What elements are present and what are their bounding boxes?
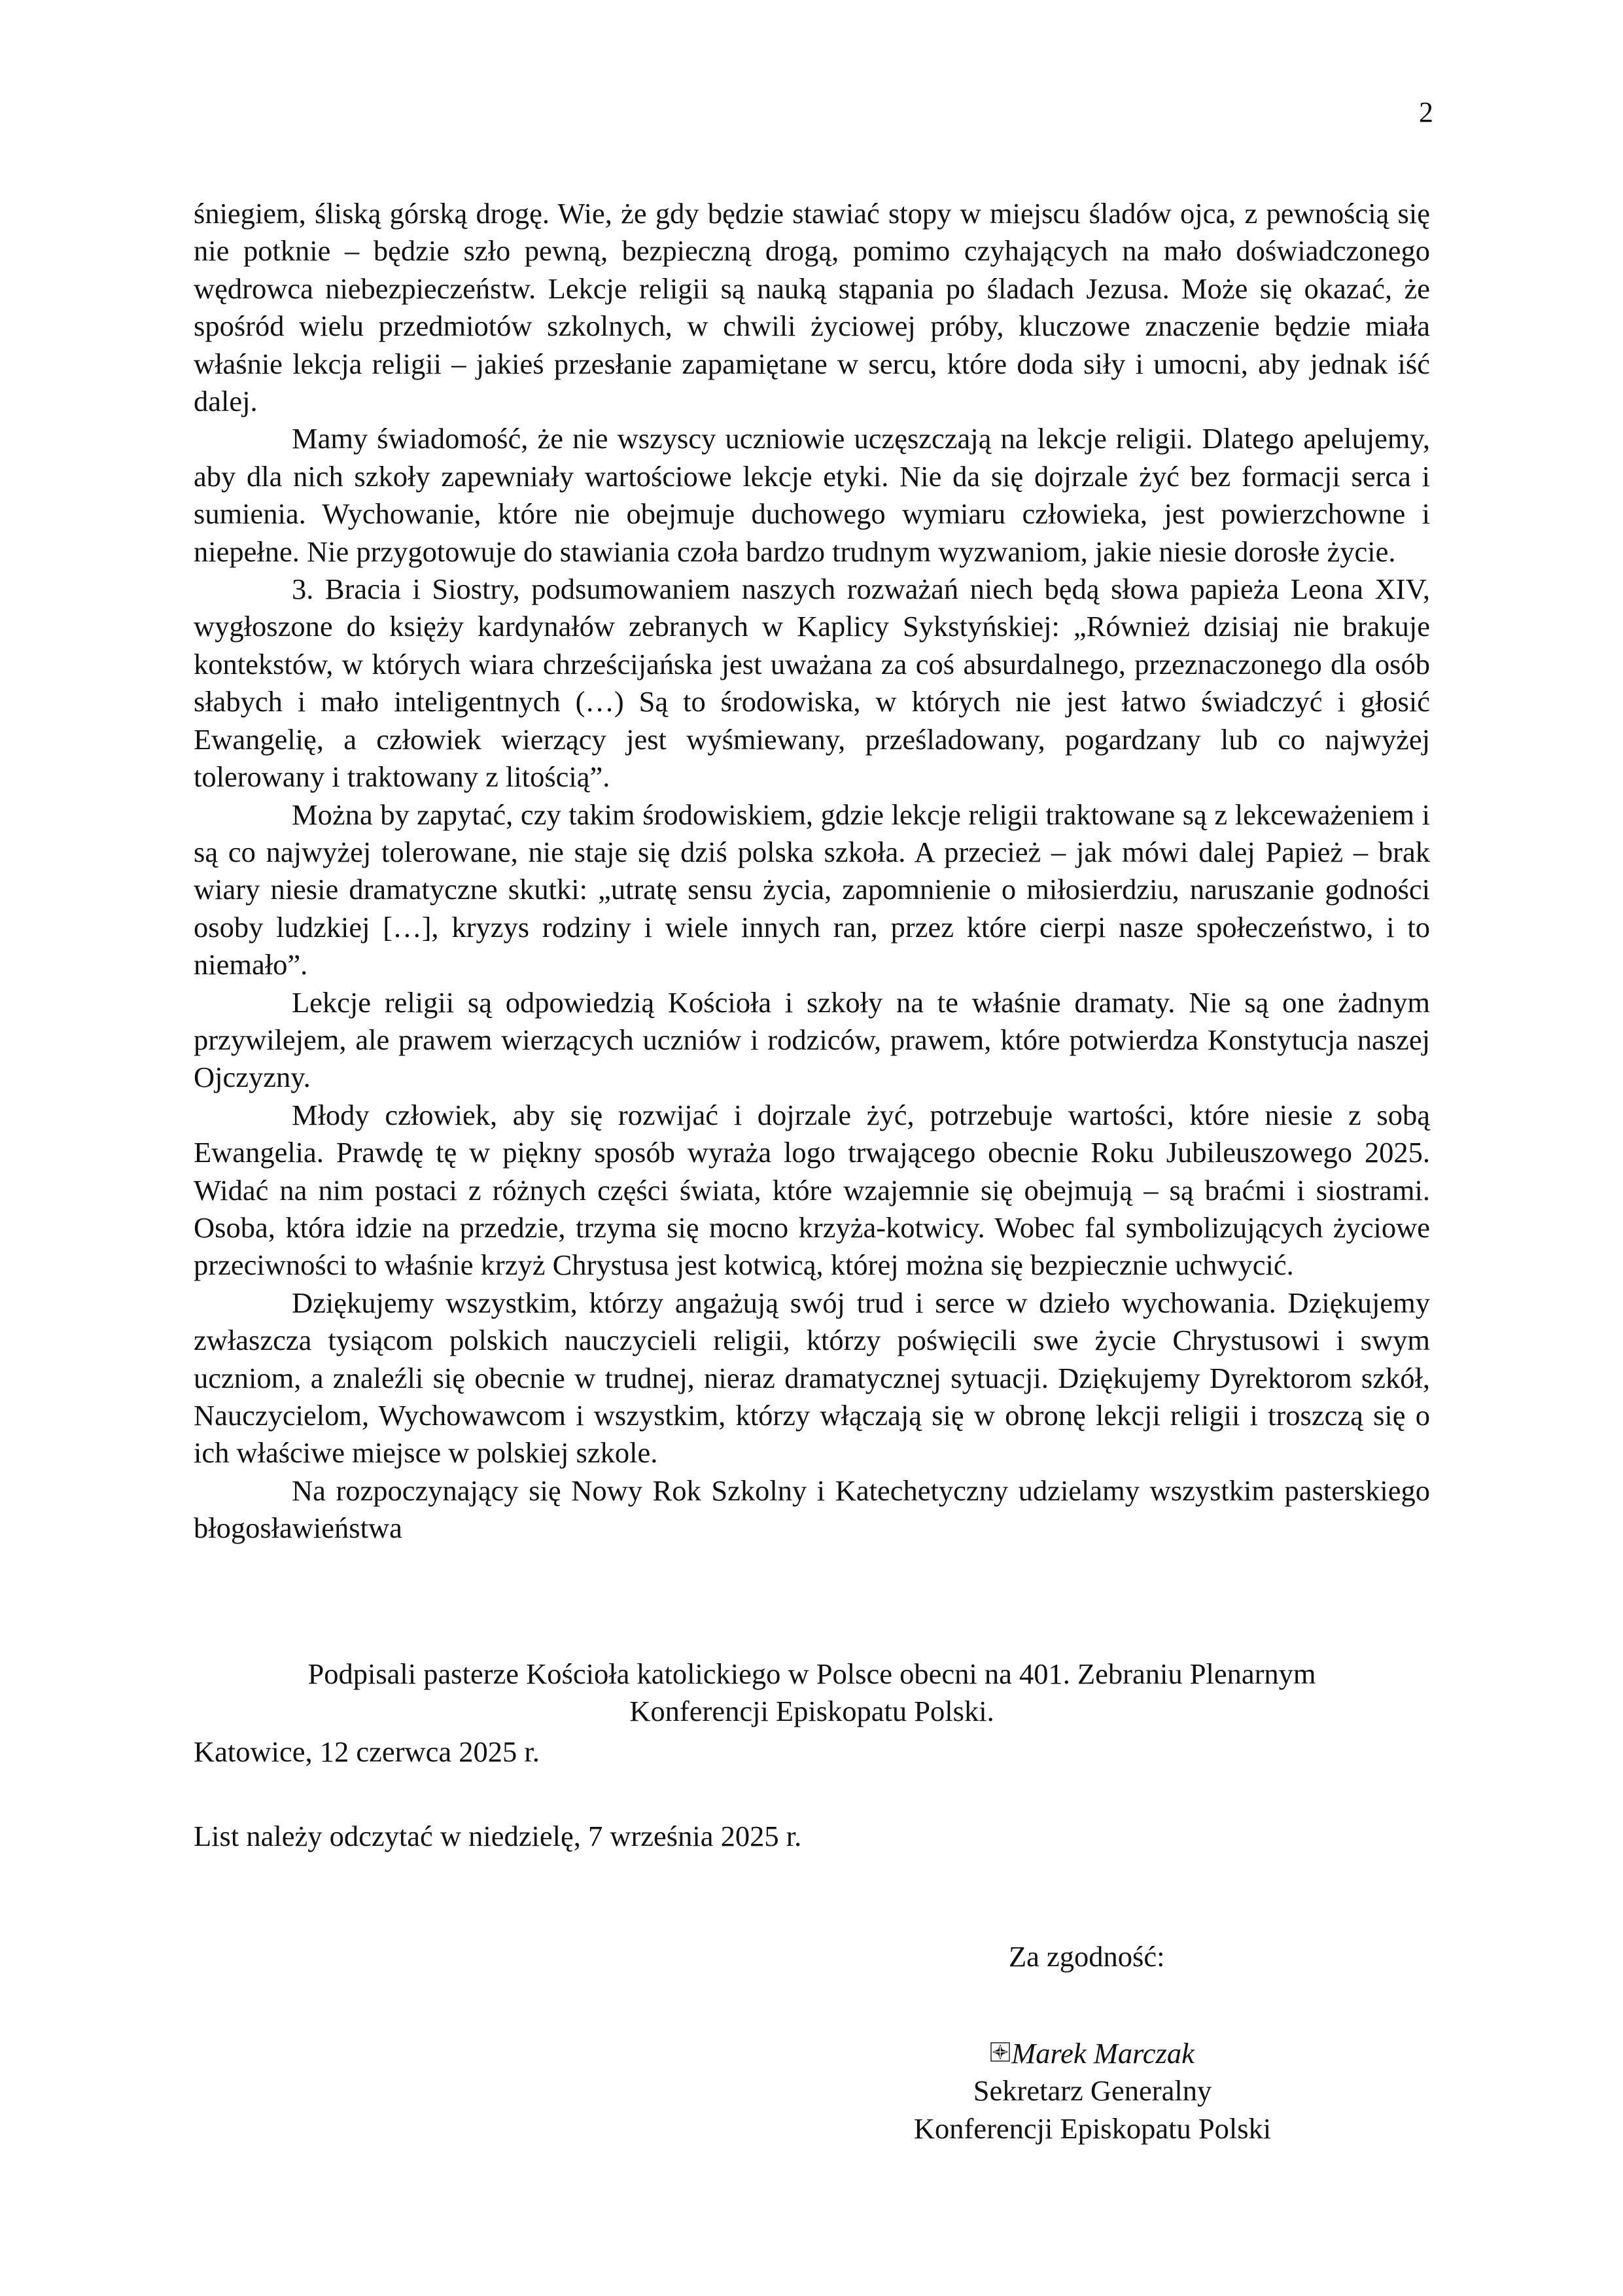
paragraph-polish-school: Można by zapytać, czy takim środowiskiem, gdzie lekcje religii traktowane są z lekceważeniem i są co najwyżej tolerowane, nie staje się dziś polska szkoła. A przecież – jak mówi dalej Papież – brak wiary niesie dramatyczne skutki: „utratę sensu życia, zapomnienie o miłosierdziu, naruszanie godności osoby ludzkiej […], kryzys rodziny i wiele innych ran, przez które cierpi nasze społeczeństwo, i to niemało”.	[194, 798, 1430, 981]
signature-name: Marek Marczak	[1011, 2037, 1195, 2070]
signed-by-line-2: Konferencji Episkopatu Polski.	[629, 1695, 994, 1728]
place-and-date: Katowice, 12 czerwca 2025 r.	[194, 1735, 540, 1768]
signature-name-line	[890, 2035, 1295, 2072]
paragraph-blessing: Na rozpoczynający się Nowy Rok Szkolny i Katechetyczny udzielamy wszystkim pasterskiego błogosławieństwa	[194, 1474, 1430, 1545]
paragraph-thanks: Dziękujemy wszystkim, którzy angażują swój trud i serce w dzieło wychowania. Dziękujemy zwłaszcza tysiącom polskich nauczycieli religii, którzy poświęcili swe życie Chrystusowi i swym uczniom, a znaleźli się obecnie w trudnej, nieraz dramatycznej sytuacji. Dziękujemy Dyrektorom szkół, Nauczycielom, Wychowawcom i wszystkim, którzy włączają się w obronę lekcji religii i troszczą się o ich właściwe miejsce w polskiej szkole.	[194, 1286, 1430, 1470]
bishop-cross-icon	[990, 2042, 1010, 2062]
signature-block	[890, 2035, 1295, 2147]
paragraph-religion-lessons: Lekcje religii są odpowiedzią Kościoła i szkoły na te właśnie dramaty. Nie są one żadnym przywilejem, ale prawem wierzących uczniów i rodziców, prawem, które potwierdza Konstytucja naszej Ojczyzny.	[194, 985, 1430, 1094]
conformity-label: Za zgodność:	[1009, 1940, 1165, 1973]
paragraph-ethics: Mamy świadomość, że nie wszyscy uczniowie uczęszczają na lekcje religii. Dlatego apelujemy, aby dla nich szkoły zapewniały wartościowe lekcje etyki. Nie da się dojrzale żyć bez formacji serca i sumienia. Wychowanie, które nie obejmuje duchowego wymiaru człowieka, jest powierzchowne i niepełne. Nie przygotowuje do stawiania czoła bardzo trudnym wyzwaniom, jakie niesie dorosłe życie.	[194, 422, 1430, 568]
reading-date-note: List należy odczytać w niedzielę, 7 września 2025 r.	[194, 1820, 802, 1852]
signed-by-line-1: Podpisali pasterze Kościoła katolickiego w Polsce obecni na 401. Zebraniu Plenarnym	[307, 1657, 1316, 1690]
page-number: 2	[1419, 96, 1433, 128]
letter-body	[194, 195, 1430, 1547]
signature-organization: Konferencji Episkopatu Polski	[913, 2111, 1272, 2145]
paragraph-pope-quote: 3. Bracia i Siostry, podsumowaniem naszych rozważań niech będą słowa papieża Leona XIV, wygłoszone do księży kardynałów zebranych w Kaplicy Sykstyńskiej: „Również dzisiaj nie brakuje kontekstów, w których wiara chrześcijańska jest uważana za coś absurdalnego, przeznaczonego dla osób słabych i mało inteligentnych (…) Są to środowiska, w których nie jest łatwo świadczyć i głosić Ewangelię, a człowiek wierzący jest wyśmiewany, prześladowany, pogardzany lub co najwyżej tolerowany i traktowany z litością”.	[194, 573, 1430, 794]
signature-title: Sekretarz Generalny	[973, 2074, 1212, 2108]
paragraph-continuation: śniegiem, śliską górską drogę. Wie, że gdy będzie stawiać stopy w miejscu śladów ojca, z pewnością się nie potknie – będzie szło pewną, bezpieczną drogą, pomimo czyhających na mało doświadczonego wędrowca niebezpieczeństw. Lekcje religii są nauką stąpania po śladach Jezusa. Może się okazać, że spośród wielu przedmiotów szkolnych, w chwili życiowej próby, kluczowe znaczenie będzie miała właśnie lekcja religii – jakieś przesłanie zapamiętane w sercu, które doda siły i umocni, aby jednak iść dalej.	[194, 197, 1430, 418]
paragraph-jubilee: Młody człowiek, aby się rozwijać i dojrzale żyć, potrzebuje wartości, które niesie z sobą Ewangelia. Prawdę tę w piękny sposób wyraża logo trwającego obecnie Roku Jubileuszowego 2025. Widać na nim postaci z różnych części świata, które wzajemnie się obejmują – są braćmi i siostrami. Osoba, która idzie na przedzie, trzyma się mocno krzyża-kotwicy. Wobec fal symbolizujących życiowe przeciwności to właśnie krzyż Chrystusa jest kotwicą, której można się bezpiecznie uchwycić.	[194, 1098, 1430, 1282]
signed-by-statement	[194, 1655, 1430, 1731]
